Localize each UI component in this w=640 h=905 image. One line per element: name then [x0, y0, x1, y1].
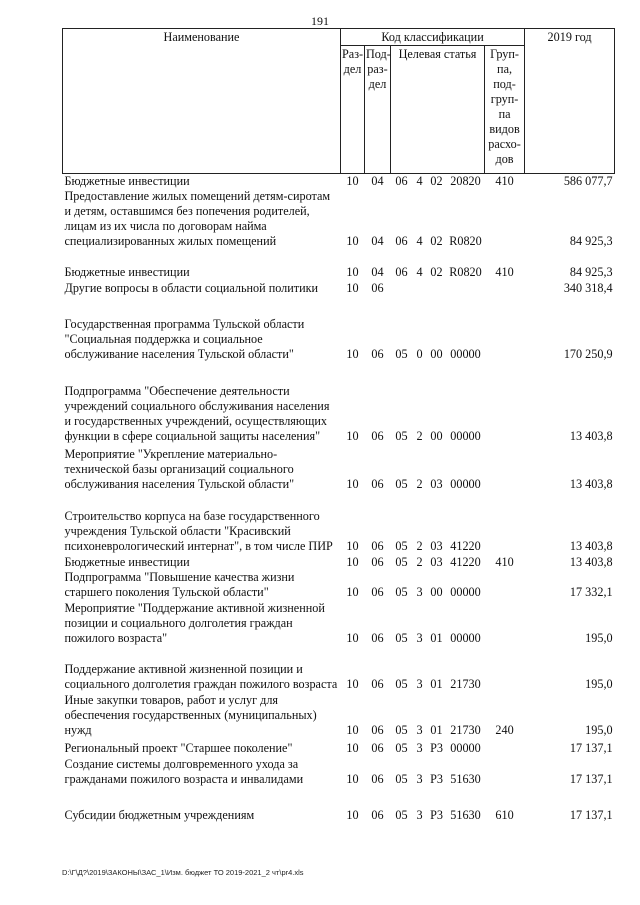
row-program: 06 — [395, 174, 408, 188]
table-row — [63, 444, 615, 492]
row-amount: 195,0 — [585, 677, 613, 691]
row-expense-type — [485, 570, 525, 600]
row-program — [391, 280, 413, 296]
table-row — [63, 280, 615, 296]
row-program: 06 — [395, 265, 408, 279]
row-direction: 41220 — [450, 555, 481, 569]
row-amount: 13 403,8 — [569, 555, 613, 569]
header-target-article: Целевая статья — [391, 46, 485, 174]
page-number: 191 — [311, 14, 329, 28]
row-section: 10 — [346, 631, 359, 645]
row-direction: 51630 — [450, 808, 481, 822]
row-event: 02 — [430, 234, 443, 248]
row-section: 10 — [346, 808, 359, 822]
row-subprogram: 3 — [416, 631, 423, 645]
row-expense-type — [485, 362, 525, 444]
row-amount: 17 137,1 — [569, 808, 613, 822]
row-expense-type: 410 — [495, 555, 514, 569]
row-subsection: 06 — [371, 539, 384, 553]
row-subprogram: 2 — [416, 477, 423, 491]
row-event: 01 — [430, 631, 443, 645]
row-section: 10 — [346, 234, 359, 248]
row-expense-type — [485, 444, 525, 492]
row-subsection: 04 — [371, 265, 384, 279]
header-name: Наименование — [63, 29, 341, 174]
row-amount: 170 250,9 — [563, 347, 613, 361]
table-row — [63, 600, 615, 646]
row-direction — [447, 280, 485, 296]
header-year: 2019 год — [525, 29, 615, 174]
row-subsection: 06 — [371, 429, 384, 443]
row-event: 01 — [430, 677, 443, 691]
row-amount: 340 318,4 — [563, 281, 613, 295]
row-program: 05 — [395, 723, 408, 737]
row-section: 10 — [346, 741, 359, 755]
row-direction: 00000 — [450, 741, 481, 755]
row-program: 05 — [395, 585, 408, 599]
row-name: Региональный проект "Старшее поколение" — [64, 741, 293, 755]
row-program: 05 — [395, 808, 408, 822]
row-program: 05 — [395, 555, 408, 569]
row-program: 05 — [395, 429, 408, 443]
row-name: Строительство корпуса на базе государственного учреждения Тульской области "Красивский психоневрологический интернат", в том числе ПИР — [64, 509, 333, 553]
row-expense-type — [485, 756, 525, 787]
row-subsection: 06 — [371, 723, 384, 737]
row-name: Другие вопросы в области социальной политики — [64, 281, 319, 295]
table-row — [63, 570, 615, 600]
row-section: 10 — [346, 539, 359, 553]
row-name: Создание системы долговременного ухода за гражданами пожилого возраста и инвалидами — [64, 757, 304, 786]
row-name: Иные закупки товаров, работ и услуг для обеспечения государственных (муниципальных) нужд — [64, 693, 317, 737]
row-section: 10 — [346, 677, 359, 691]
row-subsection: 06 — [371, 772, 384, 786]
row-section: 10 — [346, 347, 359, 361]
row-subsection: 06 — [371, 677, 384, 691]
row-name: Подпрограмма "Повышение качества жизни старшего поколения Тульской области" — [64, 570, 295, 599]
row-subprogram: 3 — [416, 585, 423, 599]
row-event: 02 — [430, 174, 443, 188]
row-event: 00 — [430, 429, 443, 443]
row-amount: 13 403,8 — [569, 477, 613, 491]
row-event: 00 — [430, 347, 443, 361]
row-amount: 84 925,3 — [569, 265, 613, 279]
row-subprogram: 3 — [416, 741, 423, 755]
row-expense-type — [485, 646, 525, 692]
row-subprogram: 2 — [416, 539, 423, 553]
table-row — [63, 756, 615, 787]
row-direction: 21730 — [450, 677, 481, 691]
table-row — [63, 554, 615, 570]
row-expense-type — [485, 280, 525, 296]
row-section: 10 — [346, 585, 359, 599]
table-row — [63, 492, 615, 554]
row-direction: 00000 — [450, 585, 481, 599]
row-program: 05 — [395, 477, 408, 491]
row-name: Подпрограмма "Обеспечение деятельности учреждений социального обслуживания населения и государственных учреждений, осуществляющих функции в сфере социальной защиты населения" — [64, 384, 330, 443]
row-name: Бюджетные инвестиции — [64, 265, 190, 279]
table-row — [63, 249, 615, 280]
table-row — [63, 787, 615, 823]
table-body — [63, 174, 615, 824]
row-name: Субсидии бюджетным учреждениям — [64, 808, 255, 822]
row-section: 10 — [346, 555, 359, 569]
header-expense-group: Груп-па, под-груп-па видов расхо-дов — [485, 46, 525, 174]
row-amount: 195,0 — [585, 723, 613, 737]
row-subsection: 06 — [371, 808, 384, 822]
row-subprogram: 2 — [416, 429, 423, 443]
row-section: 10 — [346, 723, 359, 737]
row-expense-type — [485, 738, 525, 756]
row-subsection: 06 — [371, 585, 384, 599]
row-program: 05 — [395, 347, 408, 361]
row-expense-type: 410 — [495, 174, 514, 188]
row-subprogram: 0 — [416, 347, 423, 361]
row-event: P3 — [430, 808, 443, 822]
row-event — [427, 280, 447, 296]
row-name: Предоставление жилых помещений детям-сиротам и детям, оставшимся без попечения родителей, лицам из их числа по договорам найма специализированных жилых помещений — [64, 189, 331, 248]
row-direction: 00000 — [450, 429, 481, 443]
row-program: 05 — [395, 772, 408, 786]
row-subprogram: 4 — [416, 174, 423, 188]
table-row — [63, 738, 615, 756]
row-subprogram: 3 — [416, 772, 423, 786]
row-subprogram: 3 — [416, 808, 423, 822]
row-expense-type: 610 — [495, 808, 514, 822]
row-name: Мероприятие "Укрепление материально-технической базы организаций социального обслуживания населения Тульской области" — [64, 447, 295, 491]
row-section: 10 — [346, 477, 359, 491]
row-program: 05 — [395, 677, 408, 691]
row-expense-type — [485, 600, 525, 646]
row-section: 10 — [346, 281, 359, 295]
row-direction: 00000 — [450, 477, 481, 491]
row-subprogram: 3 — [416, 677, 423, 691]
row-program: 05 — [395, 539, 408, 553]
row-event: 03 — [430, 477, 443, 491]
row-amount: 17 137,1 — [569, 772, 613, 786]
row-subprogram: 2 — [416, 555, 423, 569]
row-expense-type: 410 — [495, 265, 514, 279]
row-subsection: 06 — [371, 347, 384, 361]
row-name: Государственная программа Тульской области "Социальная поддержка и социальное обслуживание населения Тульской области" — [64, 317, 305, 361]
row-amount: 84 925,3 — [569, 234, 613, 248]
row-event: 03 — [430, 555, 443, 569]
row-subsection: 06 — [371, 555, 384, 569]
row-subprogram: 4 — [416, 234, 423, 248]
row-event: 03 — [430, 539, 443, 553]
row-event: 00 — [430, 585, 443, 599]
row-amount: 17 332,1 — [569, 585, 613, 599]
row-subprogram — [413, 280, 427, 296]
row-subprogram: 4 — [416, 265, 423, 279]
row-name: Поддержание активной жизненной позиции и социального долголетия граждан пожилого возраста — [64, 662, 338, 691]
row-program: 05 — [395, 631, 408, 645]
row-subsection: 06 — [371, 741, 384, 755]
row-program: 05 — [395, 741, 408, 755]
row-amount: 13 403,8 — [569, 429, 613, 443]
row-event: P3 — [430, 741, 443, 755]
row-subsection: 06 — [371, 281, 384, 295]
row-event: 01 — [430, 723, 443, 737]
row-subsection: 04 — [371, 174, 384, 188]
row-subprogram: 3 — [416, 723, 423, 737]
row-event: 02 — [430, 265, 443, 279]
row-direction: 00000 — [450, 347, 481, 361]
row-section: 10 — [346, 265, 359, 279]
row-section: 10 — [346, 429, 359, 443]
row-section: 10 — [346, 174, 359, 188]
table-row — [63, 189, 615, 249]
row-expense-type — [485, 189, 525, 249]
row-subsection: 04 — [371, 234, 384, 248]
budget-table — [62, 28, 615, 823]
row-amount: 195,0 — [585, 631, 613, 645]
row-subsection: 06 — [371, 631, 384, 645]
row-event: P3 — [430, 772, 443, 786]
row-amount: 17 137,1 — [569, 741, 613, 755]
table-row — [63, 362, 615, 444]
row-direction: 00000 — [450, 631, 481, 645]
row-expense-type: 240 — [495, 723, 514, 737]
row-direction: 21730 — [450, 723, 481, 737]
row-amount: 586 077,7 — [563, 174, 613, 188]
row-program: 06 — [395, 234, 408, 248]
row-direction: R0820 — [449, 265, 482, 279]
row-expense-type — [485, 492, 525, 554]
header-section: Раз-дел — [341, 46, 365, 174]
header-subsection: Под-раз-дел — [365, 46, 391, 174]
row-amount: 13 403,8 — [569, 539, 613, 553]
row-direction: 41220 — [450, 539, 481, 553]
table-row — [63, 296, 615, 362]
row-subsection: 06 — [371, 477, 384, 491]
row-section: 10 — [346, 772, 359, 786]
row-expense-type — [485, 296, 525, 362]
row-direction: R0820 — [449, 234, 482, 248]
header-classification: Код классификации — [341, 29, 525, 46]
row-name: Мероприятие "Поддержание активной жизненной позиции и социального долголетия граждан пожилого возраста" — [64, 601, 325, 645]
row-direction: 51630 — [450, 772, 481, 786]
table-row — [63, 174, 615, 190]
table-row — [63, 646, 615, 692]
row-direction: 20820 — [450, 174, 481, 188]
table-row — [63, 692, 615, 738]
row-name: Бюджетные инвестиции — [64, 555, 190, 569]
row-name: Бюджетные инвестиции — [64, 174, 190, 188]
file-path-footer: D:\Г\Д?\2019\ЗАКОНЫ\ЗАС_1\Изм. бюджет ТО 2019-2021_2 чт\pr4.xls — [62, 868, 304, 877]
